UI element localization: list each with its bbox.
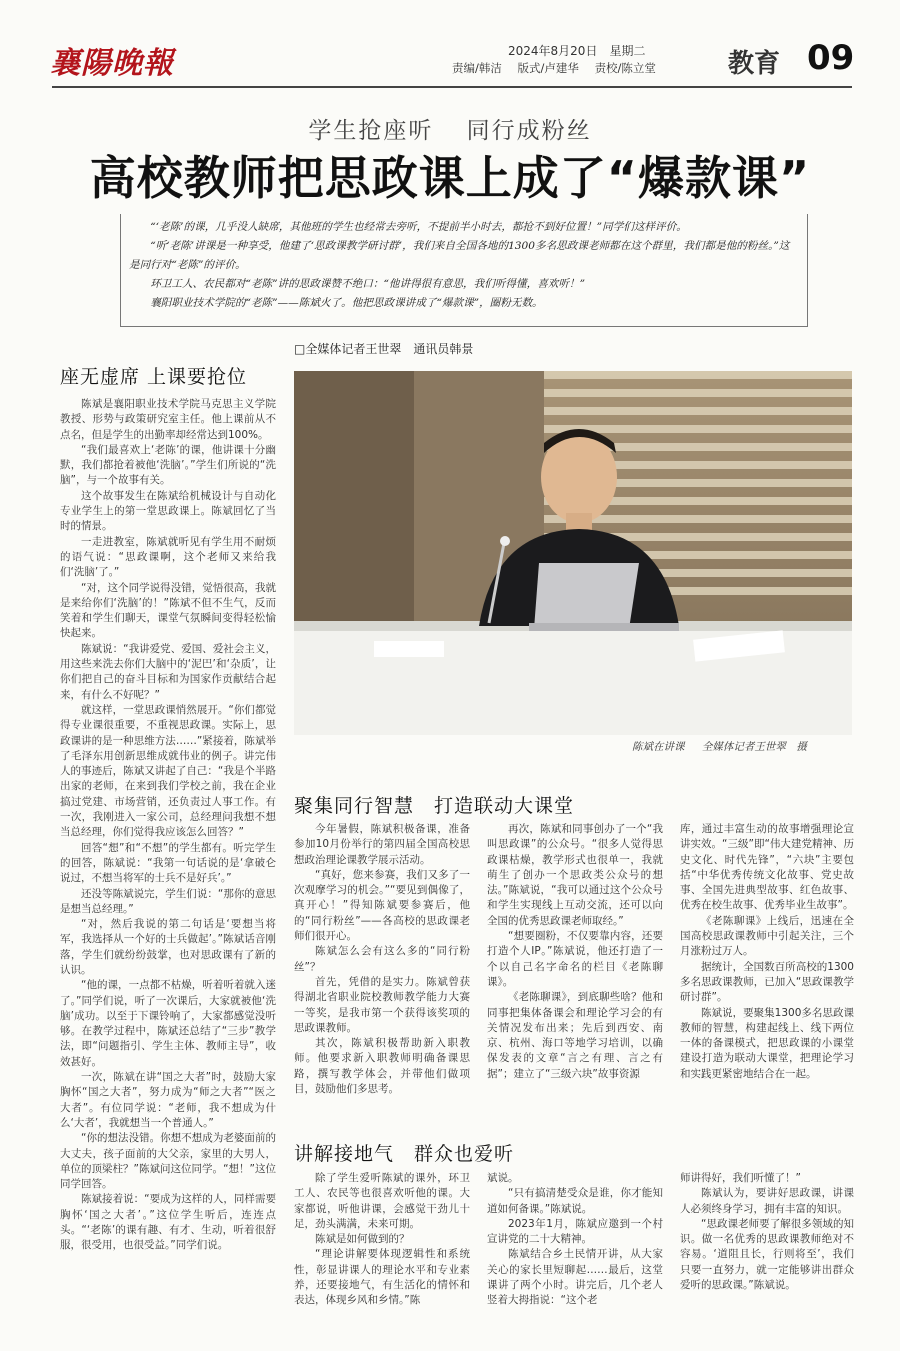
paragraph: 陈斌认为，要讲好思政课，讲课人必须终身学习，拥有丰富的知识。	[680, 1187, 854, 1215]
paragraph: “真好，您来参赛，我们又多了一次观摩学习的机会。”“要见到偶像了，真开心！”得知陈斌要参赛后，他的“同行粉丝”——各高校的思政课老师们很开心。	[294, 868, 470, 943]
paragraph: “对，然后我说的第二句话是‘要想当将军，我选择从一个好的士兵做起’。”陈斌话音刚落，学生们就纷纷鼓掌，也对思政课有了新的认识。	[60, 918, 276, 976]
section-2-col-1	[294, 822, 470, 1097]
paragraph: 陈斌是如何做到的？	[315, 1233, 410, 1246]
section-3-col-1	[294, 1171, 470, 1309]
section-name: 教育	[728, 49, 781, 79]
paragraph: “你的想法没错。你想不想成为老婆面前的大丈夫，孩子面前的大父亲，家里的大男人，单位的顶梁柱？”陈斌问这位同学。“想！”这位同学回答。	[60, 1132, 276, 1191]
subtitle-part-1: 学生抢座听	[308, 118, 434, 144]
section-3-col-3	[680, 1171, 854, 1293]
paragraph: “他的课，一点都不枯燥，听着听着就入迷了。”同学们说，听了一次课后，大家就被他‘洗脑’成功。以至于下课铃响了，大家都感觉没听够。在教学过程中，陈斌还总结了“三步”教学法，即“问题指引、学生主体、教师主导”，收效甚好。	[60, 979, 276, 1068]
section-1-title: 座无虚席 上课要抢位	[60, 366, 248, 388]
paragraph: 库，通过丰富生动的故事增强理论宣讲实效。“三级”即“伟大建党精神、历史文化、时代先锋”，“六块”主要包括“中华优秀传统文化故事、党史故事、全国先进典型故事、红色故事、优秀在校生故事、优秀毕业生故事”。	[680, 823, 854, 912]
lead-paragraph: 襄阳职业技术学院的“老陈”——陈斌火了。他把思政课讲成了“爆款课”，圈粉无数。	[150, 297, 543, 309]
paragraph: 师讲得好，我们听懂了！”	[680, 1172, 801, 1184]
lead-box	[120, 214, 808, 327]
lead-paragraph: “听‘老陈’讲课是一种享受，他建了‘思政课教学研讨群’，我们来自全国各地的1300多名思政课老师都在这个群里，我们都是他的粉丝。”这是同行对“老陈”的评价。	[129, 240, 790, 271]
paragraph: 一次，陈斌在讲“国之大者”时，鼓励大家胸怀“国之大者”，努力成为“师之大者”“医之大者”。有位同学说：“老师，我不想成为什么‘大者’，我就想当一个普通人。”	[60, 1071, 276, 1129]
paragraph: “想要圈粉，不仅要靠内容，还要打造个人IP。”陈斌说，他还打造了一个以自己名字命名的栏目《老陈聊课》。	[487, 930, 663, 988]
editors-line	[452, 60, 668, 76]
section-2-title: 聚集同行智慧 打造联动大课堂	[294, 795, 575, 817]
paragraph: 今年暑假，陈斌积极备课，准备参加10月份举行的第四届全国高校思想政治理论课教学展示活动。	[294, 823, 470, 866]
paragraph: 这个故事发生在陈斌给机械设计与自动化专业学生上的第一堂思政课上。陈斌回忆了当时的情景。	[60, 489, 276, 533]
editor-credit: 责编/韩洁	[452, 61, 502, 75]
page-number: 09	[807, 38, 855, 78]
byline: □全媒体记者王世翠 通讯员韩景	[294, 342, 474, 356]
paragraph: 还没等陈斌说完，学生们说：“那你的意思是想当总经理。”	[60, 887, 276, 915]
lead-paragraph: 环卫工人、农民都对“老陈”讲的思政课赞不绝口：“他讲得很有意思，我们听得懂，喜欢听！”	[150, 278, 586, 290]
issue-date: 2024年8月20日 星期二	[508, 44, 646, 58]
proofreader-credit: 责校/陈立堂	[594, 61, 656, 75]
photo-caption	[618, 739, 807, 754]
paragraph: “对，这个同学说得没错，觉悟很高，我就是来给你们‘洗脑’的！”陈斌不但不生气，反而笑着和学生们聊天，课堂气氛瞬间变得轻松愉快起来。	[60, 581, 276, 640]
article-subtitle	[0, 112, 900, 145]
paragraph: 《老陈聊课》上线后，迅速在全国高校思政课教师中引起关注，三个月涨粉过万人。	[680, 914, 854, 958]
section-3-col-2	[487, 1171, 663, 1309]
paragraph: 陈斌怎么会有这么多的“同行粉丝”？	[294, 945, 470, 973]
paragraph: 首先，凭借的是实力。陈斌曾获得湖北省职业院校教师教学能力大赛一等奖，是我市第一个获得该奖项的思政课教师。	[294, 975, 470, 1034]
paragraph: “思政课老师要了解很多领域的知识。做一名优秀的思政课教师绝对不容易。‘道阻且长，行则将至’，我们只要一直努力，就一定能够讲出群众爱听的思政课。”陈斌说。	[680, 1217, 854, 1292]
caption-credit: 全媒体记者王世翠 摄	[701, 741, 807, 753]
caption-text: 陈斌在讲课	[632, 741, 685, 753]
paragraph: 据统计，全国数百所高校的1300多名思政课教师，已加入“思政课教学研讨群”。	[680, 960, 854, 1004]
section-2-col-2	[487, 822, 663, 1082]
section-2-col-3	[680, 822, 854, 1082]
paragraph: 其次，陈斌积极帮助新入职教师。他要求新入职教师明确备课思路，撰写教学体会，并带他们做项目，鼓励他们多思考。	[294, 1037, 470, 1096]
paragraph: “理论讲解要体现逻辑性和系统性，彰显讲课人的理论水平和专业素养，还要接地气，有生活化的情怀和表达，体现乡风和乡情。”陈	[294, 1248, 470, 1307]
paragraph: 斌说。	[487, 1172, 519, 1184]
paragraph: “我们最喜欢上‘老陈’的课，他讲课十分幽默，我们都抢着被他‘洗脑’。”学生们所说的“洗脑”，与一个故事有关。	[60, 443, 276, 487]
paragraph: 《老陈聊课》，到底聊些啥？他和同事把集体备课会和理论学习会的有关情况发布出来；先后到西安、南京、杭州、海口等地学习培训，以确保发表的文章“言之有理、言之有据”；建立了“三级六块”故事资源	[487, 991, 663, 1080]
paragraph: 回答“想”和“不想”的学生都有。听完学生的回答，陈斌说：“我第一句话说的是‘拿破仑说过，不想当将军的士兵不是好兵’。”	[60, 841, 276, 885]
paragraph: 就这样，一堂思政课悄然展开。“你们都觉得专业课很重要，不重视思政课。实际上，思政课讲的是一种思维方法……”紧接着，陈斌举了毛泽东用创新思维成就伟业的例子。讲完伟人的事迹后，陈斌又讲起了自己：“我是个半路出家的老师，在来到我们学校之前，我在企业搞过党建、市场营销，还负责过人事工作。有一次，我刚进入一家公司，总经理问我想不想当总经理，你们觉得我应该怎么回答？”	[60, 703, 276, 839]
lecture-photo	[294, 371, 852, 735]
paragraph: 陈斌说，要聚集1300多名思政课教师的智慧，构建起线上、线下两位一体的备课模式，把思政课的小课堂建设打造为联动大课堂，把理论学习和实践更紧密地结合在一起。	[680, 1006, 854, 1080]
paragraph: 陈斌接着说：“要成为这样的人，同样需要胸怀‘国之大者’。”这位学生听后，连连点头。“‘老陈’的课有趣、有才、生动，听着很舒服，很受用，也很受益。”同学们说。	[60, 1193, 276, 1252]
section-1-body	[60, 397, 276, 1254]
paragraph: 2023年1月，陈斌应邀到一个村宣讲党的二十大精神。	[487, 1217, 663, 1246]
paragraph: 除了学生爱听陈斌的课外，环卫工人、农民等也很喜欢听他的课。大家都说，听他讲课，会感觉干劲儿十足，劲头满满，未来可期。	[294, 1172, 470, 1230]
section-1	[60, 362, 276, 1254]
article-headline: 高校教师把思政课上成了“爆款课”	[89, 151, 811, 205]
paragraph: 陈斌结合乡土民情开讲，从大家关心的家长里短聊起……最后，这堂课讲了两个小时。讲完后，几个老人竖着大拇指说：“这个老	[487, 1248, 663, 1307]
lead-paragraph: “‘老陈’的课，几乎没人缺席，其他班的学生也经常去旁听，不提前半小时去，都抢不到好位置！”同学们这样评价。	[150, 221, 687, 233]
paragraph: “只有搞清楚受众是谁，你才能知道如何备课。”陈斌说。	[487, 1187, 663, 1215]
subtitle-part-2: 同行成粉丝	[466, 118, 592, 144]
paragraph: 一走进教室，陈斌就听见有学生用不耐烦的语气说：“思政课啊，这个老师又来给我们‘洗脑’了。”	[60, 535, 276, 579]
paragraph: 陈斌说：“我讲爱党、爱国、爱社会主义，用这些来洗去你们大脑中的‘泥巴’和‘杂质’，让你们把自己的奋斗目标和为国家作贡献结合起来，有什么不好呢？”	[60, 642, 276, 701]
paragraph: 再次，陈斌和同事创办了一个“我叫思政课”的公众号。“很多人觉得思政课枯燥，教学形式也很单一，我就萌生了创办一个思政类公众号的想法。”陈斌说，“我可以通过这个公众号和学生实现线上互动交流，还可以向全国的优秀思政课老师取经。”	[487, 823, 663, 927]
masthead-logo: 襄陽晚報	[50, 46, 174, 81]
paragraph: 陈斌是襄阳职业技术学院马克思主义学院教授、形势与政策研究室主任。他上课前从不点名，但是学生的出勤率却经常达到100%。	[60, 398, 276, 441]
lecture-photo-illustration	[294, 371, 852, 735]
header-rule	[52, 86, 852, 88]
layout-credit: 版式/卢建华	[517, 61, 579, 75]
section-3-title: 讲解接地气 群众也爱听	[294, 1143, 515, 1165]
